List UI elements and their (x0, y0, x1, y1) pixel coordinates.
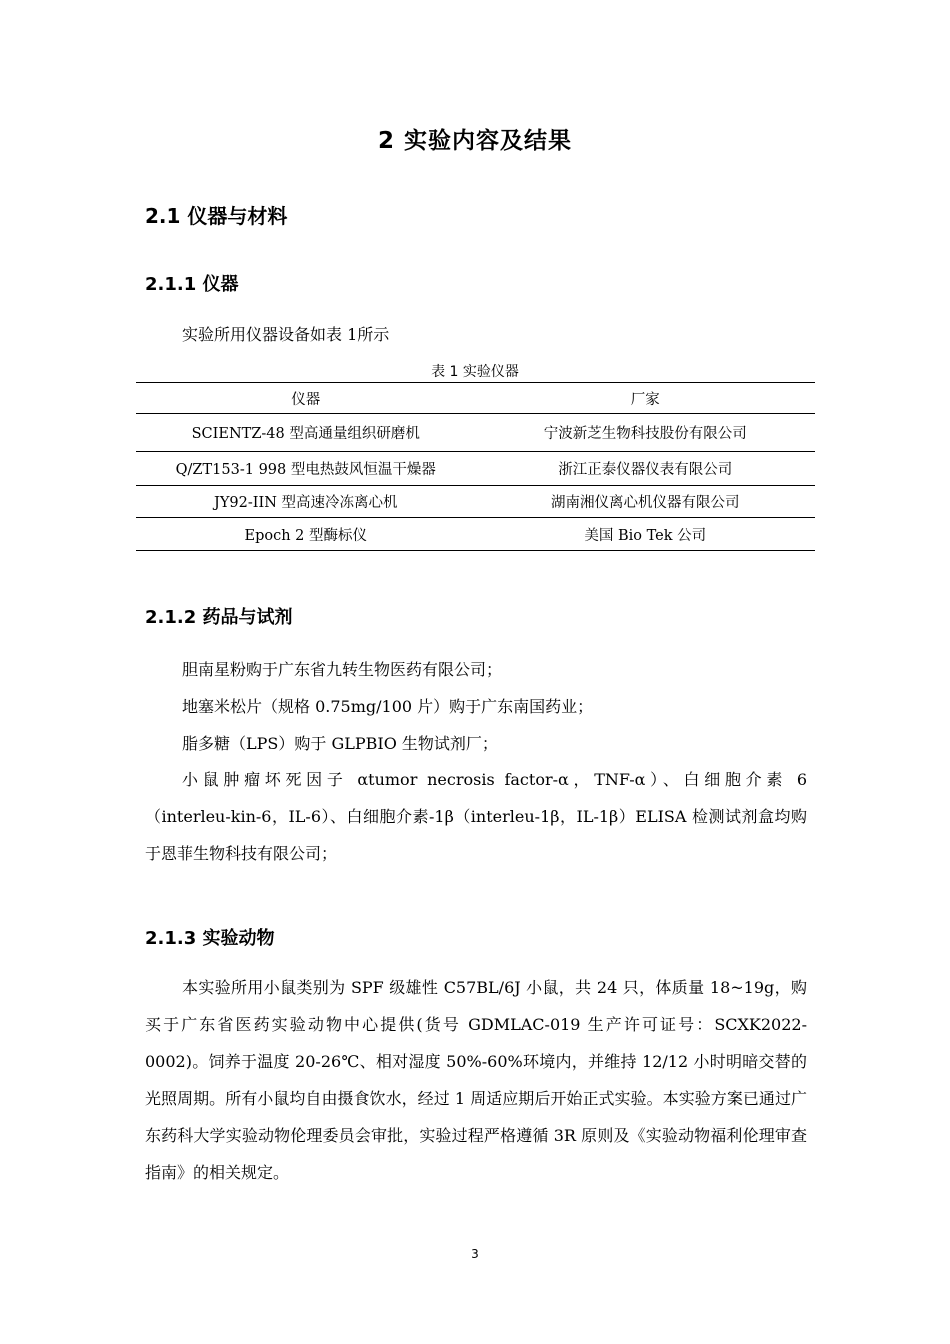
reagent-item: 小鼠肿瘤坏死因子 αtumor necrosis factor-α，TNF-α）、白细胞介素 6（interleu‑kin-6，IL-6）、白细胞介素-1β（interleu-1β，IL-1β）ELISA 检测试剂盒均购于恩菲生物科技有限公司； (145, 770, 807, 863)
section-heading-2-1-3: 2.1.3 实验动物 (145, 928, 275, 949)
table-intro-text: 实验所用仪器设备如表 1所示 (182, 325, 390, 344)
table-row (136, 414, 815, 452)
instrument-table (136, 382, 815, 551)
header-instrument: 仪器 (291, 391, 321, 408)
manufacturer-cell: 美国 Bio Tek 公司 (584, 527, 707, 544)
table-caption: 表 1 实验仪器 (431, 364, 519, 380)
manufacturer-cell: 湖南湘仪离心机仪器有限公司 (551, 495, 740, 511)
table-header-row (136, 383, 815, 414)
section-heading-2-1: 2.1 仪器与材料 (145, 204, 288, 228)
table-row (136, 452, 815, 486)
table-row (136, 486, 815, 518)
reagent-item: 脂多糖（LPS）购于 GLPBIO 生物试剂厂； (182, 734, 498, 753)
section-heading-2-1-2: 2.1.2 药品与试剂 (145, 607, 293, 628)
table-row (136, 518, 815, 551)
manufacturer-cell: 浙江正泰仪器仪表有限公司 (558, 462, 733, 478)
instrument-cell: SCIENTZ-48 型高通量组织研磨机 (191, 426, 420, 442)
manufacturer-cell: 宁波新芝生物科技股份有限公司 (543, 426, 747, 442)
section-heading-2-1-1: 2.1.1 仪器 (145, 274, 239, 295)
instrument-cell: JY92-IIN 型高速冷冻离心机 (214, 495, 398, 511)
header-manufacturer: 厂家 (630, 391, 660, 408)
reagent-item: 地塞米松片（规格 0.75mg/100 片）购于广东南国药业； (182, 697, 594, 716)
instrument-cell: Q/ZT153-1 998 型电热鼓风恒温干燥器 (175, 462, 436, 478)
reagent-item: 胆南星粉购于广东省九转生物医药有限公司； (182, 660, 503, 679)
page-number: 3 (471, 1247, 479, 1261)
animal-paragraph: 本实验所用小鼠类别为 SPF 级雄性 C57BL/6J 小鼠，共 24 只，体质量 18~19g，购买于广东省医药实验动物中心提供(货号 GDMLAC-019 生产许可证号：SCXK2022-0002)。饲养于温度 20-26℃、相对湿度 50%-60%环境内，并维持 12/12 小时明暗交替的光照周期。所有小鼠均自由摄食饮水，经过 1 周适应期后开始正式实验。本实验方案已通过广东药科大学实验动物伦理委员会审批，实验过程严格遵循 3R 原则及《实验动物福利伦理审查指南》的相关规定。 (145, 978, 807, 1182)
chapter-title: 2 实验内容及结果 (377, 128, 572, 154)
instrument-cell: Epoch 2 型酶标仪 (244, 527, 367, 544)
